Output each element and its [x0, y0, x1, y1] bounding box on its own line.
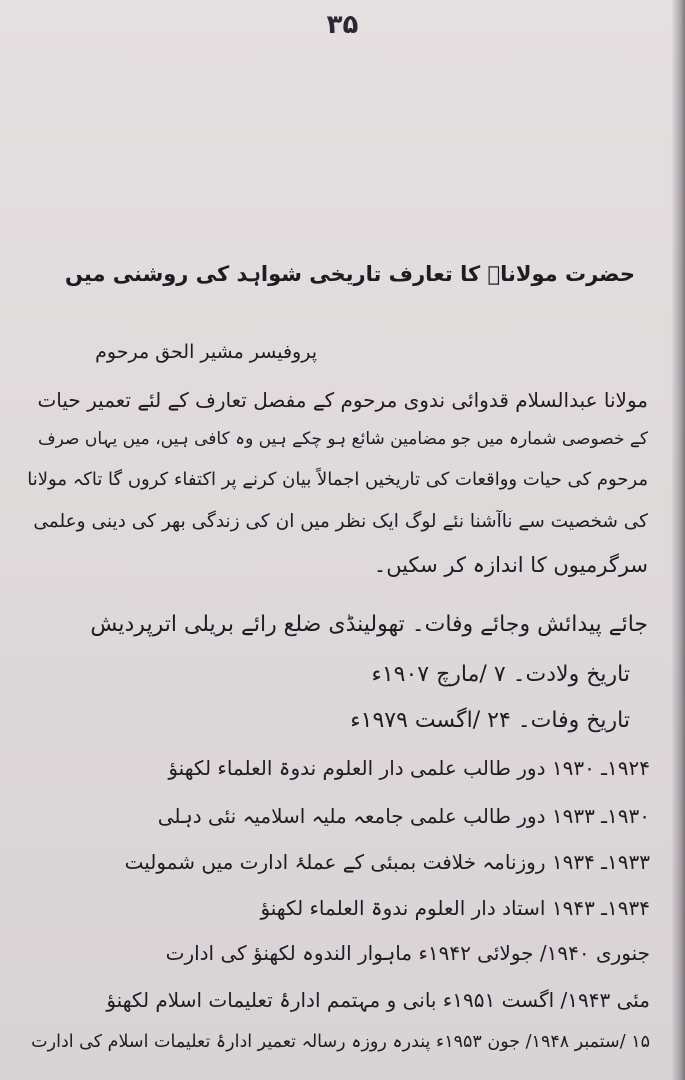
author-name: پروفیسر مشیر الحق مرحوم: [95, 341, 317, 363]
birth-date-line: تاریخ ولادت۔ ۷ /مارچ ۱۹۰۷ء: [371, 662, 630, 687]
paragraph-line-1: مولانا عبدالسلام قدوائی ندوی مرحوم کے مفصل تعارف کے لئے تعمیر حیات: [37, 388, 648, 412]
career-entry: ۱۹۲۴ـ ۱۹۳۰ دور طالب علمی دار العلوم ندوۃ العلماء لکھنؤ: [168, 756, 650, 780]
career-entry: ۱۹۳۰ـ ۱۹۳۳ دور طالب علمی جامعہ ملیہ اسلامیہ نئی دہلی: [157, 804, 650, 828]
paragraph-line-4: کی شخصیت سے ناآشنا نئے لوگ ایک نظر میں ان کی زندگی بھر کی دینی وعلمی: [33, 511, 648, 532]
career-entry: ۱۵ /ستمبر ۱۹۴۸/ جون ۱۹۵۳ء پندرہ روزہ رسالہ تعمیر ادارۂ تعلیمات اسلام کی ادارت: [31, 1032, 650, 1052]
birthplace-line: جائے پیدائش وجائے وفات۔ تھولینڈی ضلع رائے بریلی اترپردیش: [90, 612, 648, 637]
career-entry: ۱۹۳۴ـ ۱۹۴۳ استاد دار العلوم ندوۃ العلماء لکھنؤ: [260, 896, 650, 920]
article-title: حضرت مولاناؒ کا تعارف تاریخی شواہد کی روشنی میں: [65, 262, 635, 286]
page-binding-shadow: [671, 0, 685, 1080]
paragraph-line-3: مرحوم کی حیات وواقعات کی تاریخیں اجمالاً بیان کرنے پر اکتفاء کروں گا تاکہ مولانا: [27, 469, 648, 490]
paragraph-line-5: سرگرمیوں کا اندازہ کر سکیں۔: [373, 553, 648, 577]
career-entry: ۱۹۳۳ـ ۱۹۳۴ روزنامہ خلافت بمبئی کے عملۂ ادارت میں شمولیت: [124, 850, 650, 874]
death-date-line: تاریخ وفات۔ ۲۴ /اگست ۱۹۷۹ء: [350, 708, 630, 733]
page-number: ۳۵: [326, 10, 359, 40]
paragraph-line-2: کے خصوصی شمارہ میں جو مضامین شائع ہو چکے ہیں وہ کافی ہیں، میں یہاں صرف: [38, 429, 648, 449]
career-entry: جنوری ۱۹۴۰/ جولائی ۱۹۴۲ء ماہوار الندوہ لکھنؤ کی ادارت: [165, 941, 650, 965]
career-entry: مئی ۱۹۴۳/ اگست ۱۹۵۱ء بانی و مہتمم ادارۂ تعلیمات اسلام لکھنؤ: [106, 988, 650, 1012]
